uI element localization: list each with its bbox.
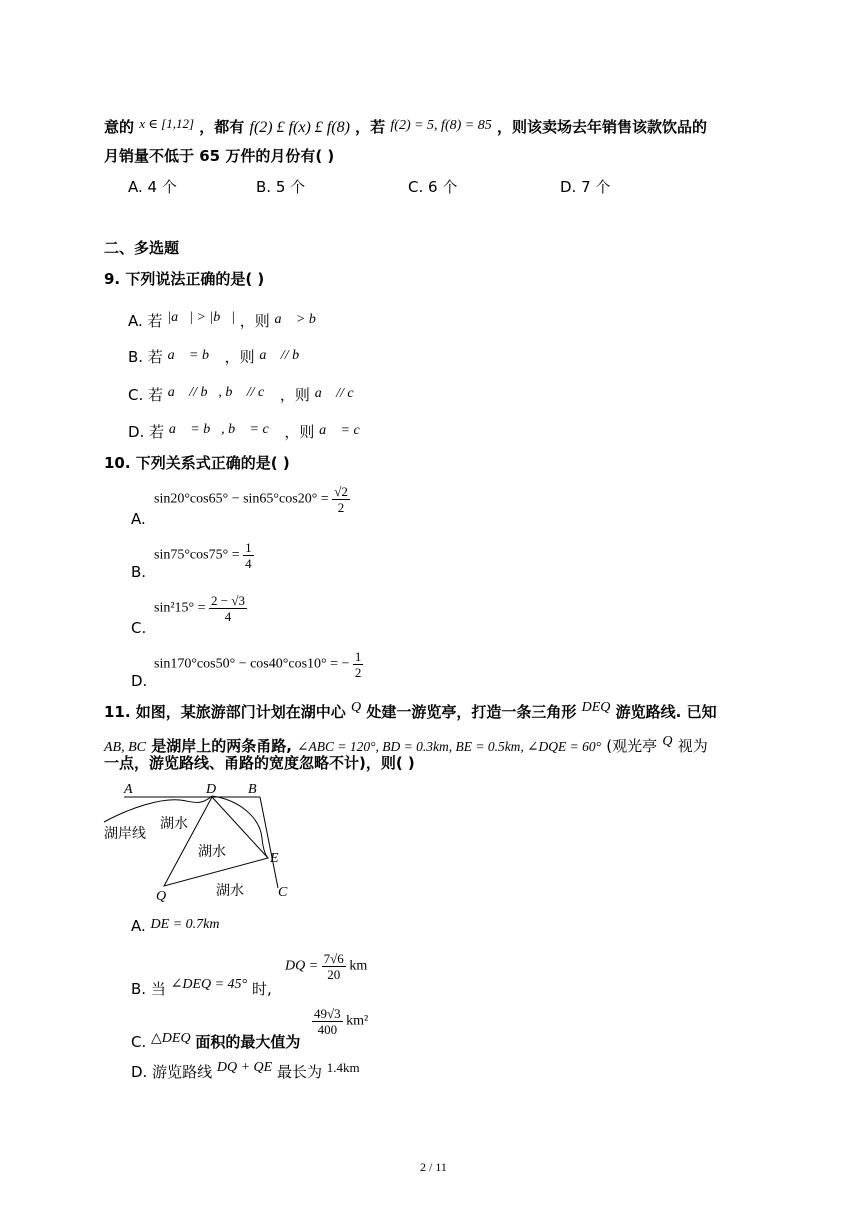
q11-b-cond: ∠DEQ = 45° bbox=[170, 977, 248, 992]
q11-b-unit: km bbox=[349, 958, 368, 974]
q10-b-num: 1 bbox=[245, 540, 252, 555]
q11-c-label: C. bbox=[131, 1033, 147, 1051]
fig-label-c: C bbox=[278, 885, 288, 900]
q9-b-cond: a⃗ = b⃗ bbox=[167, 348, 220, 363]
q9-c-res: a⃗ // c⃗ bbox=[314, 386, 365, 401]
q9-b-res: a⃗ // b⃗ bbox=[259, 348, 310, 363]
q10-a-label: A. bbox=[131, 510, 146, 528]
q11-line2-ab: AB, BC bbox=[104, 740, 146, 755]
q11-line2-post2: 视为 bbox=[677, 737, 708, 755]
q9-d-mid: ，则 bbox=[284, 423, 315, 441]
q8-line2: 月销量不低于 65 万件的月份有( ) bbox=[104, 147, 335, 165]
q10-d-den: 2 bbox=[354, 665, 362, 680]
q11-c-tri: △DEQ bbox=[151, 1031, 191, 1046]
q11-c-fraction bbox=[312, 1006, 343, 1037]
q8-line1-post: ，则该卖场去年销售该款饮品的 bbox=[496, 118, 707, 136]
q10-c-fraction bbox=[209, 593, 247, 624]
q10-b-label: B. bbox=[131, 563, 147, 581]
q11-b-den: 20 bbox=[327, 967, 341, 982]
q11-c-num: 49√3 bbox=[314, 1006, 341, 1021]
q10-a-expr: sin20°cos65° − sin65°cos20° = bbox=[154, 491, 329, 507]
q8-range: x ∈ [1,12] bbox=[139, 116, 195, 131]
q9-c-label: C. 若 bbox=[128, 386, 164, 404]
fig-label-e: E bbox=[270, 851, 279, 866]
q11-b-fraction bbox=[322, 951, 346, 982]
q10-b-den: 4 bbox=[245, 556, 252, 571]
q11-line1-pre: 11. 如图，某旅游部门计划在湖中心 bbox=[104, 703, 346, 721]
q9-b-mid: ，则 bbox=[224, 348, 255, 366]
q9-a-cond: |a⃗| > |b⃗| bbox=[167, 310, 235, 325]
fig-label-b: B bbox=[248, 782, 257, 797]
fig-label-a: A bbox=[124, 782, 133, 797]
q10-a-num: √2 bbox=[334, 484, 348, 499]
shoreline-left bbox=[104, 796, 212, 822]
q10-stem: 10. 下列关系式正确的是( ) bbox=[104, 454, 290, 472]
q11-line1-mid: 处建一游览亭，打造一条三角形 bbox=[366, 703, 577, 721]
section-title: 二、多选题 bbox=[104, 239, 180, 257]
q11-d-val: 1.4km bbox=[326, 1060, 360, 1075]
q9-c-mid: ，则 bbox=[279, 386, 310, 404]
q10-d-num: 1 bbox=[354, 649, 362, 664]
page-number: 2 / 11 bbox=[420, 1160, 447, 1174]
q11-d-expr: DQ + QE bbox=[216, 1060, 273, 1075]
q10-a-fraction bbox=[332, 484, 350, 515]
q11-b-expr: DQ = bbox=[285, 958, 319, 974]
q10-c-den: 4 bbox=[224, 609, 232, 624]
q11-b-num: 7√6 bbox=[323, 951, 344, 966]
q11-c-text: 面积的最大值为 bbox=[195, 1033, 301, 1051]
q9-b-label: B. 若 bbox=[128, 348, 163, 366]
fig-label-d: D bbox=[206, 782, 217, 797]
q11-a-label: A. bbox=[131, 917, 146, 935]
fig-water-label-3: 湖水 bbox=[216, 883, 244, 899]
q9-a-res: a⃗ > b⃗ bbox=[274, 312, 327, 327]
q8-option-d: D. 7 个 bbox=[560, 178, 611, 196]
q10-c-label: C. bbox=[131, 619, 147, 637]
q11-line1-q: Q bbox=[351, 700, 362, 715]
q9-d-cond: a⃗ = b⃗, b⃗ = c⃗ bbox=[168, 422, 280, 437]
q9-a-mid: ，则 bbox=[239, 312, 270, 330]
q9-stem: 9. 下列说法正确的是( ) bbox=[104, 270, 265, 288]
q11-line2-q: Q bbox=[662, 734, 673, 749]
q8-option-b: B. 5 个 bbox=[256, 178, 306, 196]
q11-line1-post: 游览路线. 已知 bbox=[615, 703, 717, 721]
triangle-deq bbox=[164, 797, 268, 886]
q10-d-fraction bbox=[353, 649, 364, 680]
fig-water-label-1: 湖水 bbox=[160, 816, 188, 832]
q9-a-label: A. 若 bbox=[128, 312, 163, 330]
q11-line2-post: (观光亭 bbox=[606, 737, 658, 755]
q8-line1-mid2: ，若 bbox=[355, 118, 386, 136]
q8-option-c: C. 6 个 bbox=[408, 178, 458, 196]
lake-figure bbox=[100, 778, 300, 906]
q8-values: f(2) = 5, f(8) = 85 bbox=[390, 118, 492, 133]
q11-line2-conds: ∠ABC = 120°, BD = 0.3km, BE = 0.5km, ∠DQE = 60° bbox=[297, 739, 601, 754]
q8-line1-pre: 意的 bbox=[104, 118, 135, 136]
q10-a-den: 2 bbox=[337, 500, 345, 515]
q10-b-fraction bbox=[243, 540, 254, 571]
q10-c-expr: sin²15° = bbox=[154, 600, 206, 616]
q10-b-expr: sin75°cos75° = bbox=[154, 547, 240, 563]
q11-line3: 一点，游览路线、甬路的宽度忽略不计)，则( ) bbox=[104, 754, 415, 772]
fig-water-label-2: 湖水 bbox=[198, 844, 226, 860]
q11-c-den: 400 bbox=[317, 1022, 338, 1037]
q11-c-unit: km² bbox=[346, 1013, 369, 1029]
q11-b-label: B. 当 bbox=[131, 980, 166, 998]
q8-line1-mid: ，都有 bbox=[199, 118, 245, 136]
q9-c-cond: a⃗ // b⃗, b⃗ // c⃗ bbox=[167, 385, 276, 400]
q9-d-res: a⃗ = c⃗ bbox=[319, 423, 371, 438]
q11-b-mid: 时, bbox=[251, 980, 272, 998]
q11-line1-deq: DEQ bbox=[581, 700, 611, 715]
q8-option-a: A. 4 个 bbox=[128, 178, 177, 196]
q11-a-expr: DE = 0.7km bbox=[150, 917, 220, 932]
q11-d-text: 最长为 bbox=[277, 1063, 323, 1081]
q10-c-num: 2 − √3 bbox=[211, 593, 245, 608]
q9-d-label: D. 若 bbox=[128, 423, 165, 441]
q11-d-label: D. 游览路线 bbox=[131, 1063, 213, 1081]
q10-d-expr: sin170°cos50° − cos40°cos10° = − bbox=[154, 656, 350, 672]
fig-shoreline-label: 湖岸线 bbox=[104, 826, 146, 842]
q10-d-label: D. bbox=[131, 672, 148, 690]
q11-line2-text: 是湖岸上的两条甬路, bbox=[151, 737, 292, 755]
q8-inequality: f(2) £ f(x) £ f(8) bbox=[249, 119, 350, 136]
fig-label-q: Q bbox=[156, 889, 167, 904]
